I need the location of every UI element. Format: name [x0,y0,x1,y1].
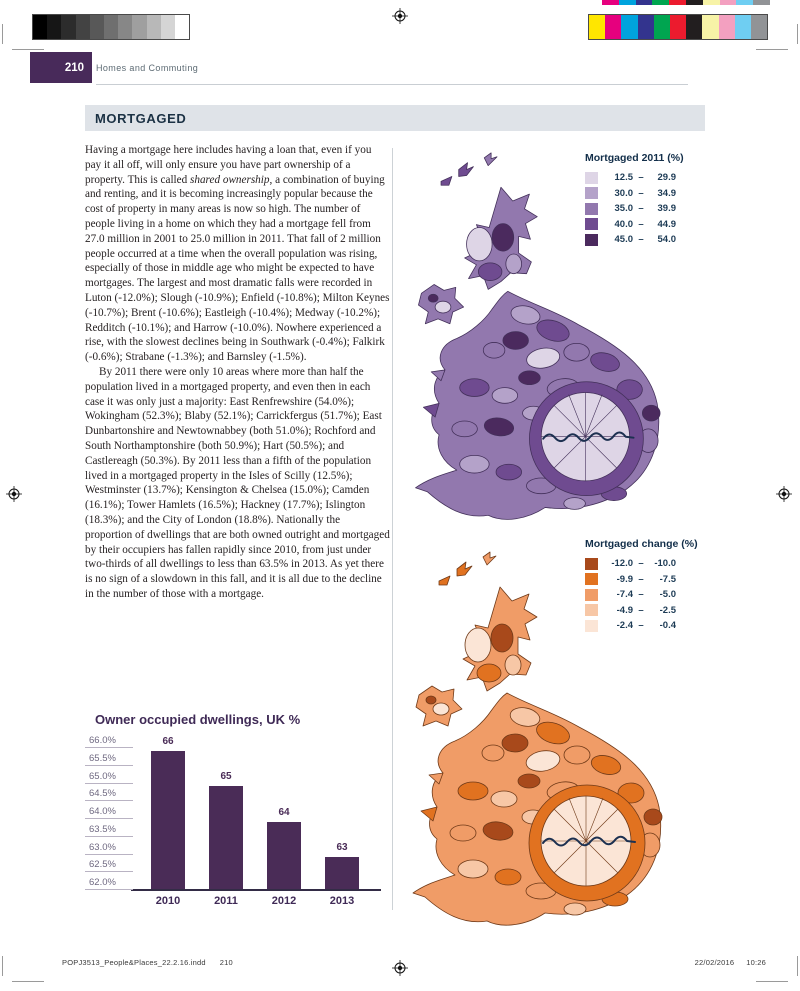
legend-swatch [585,620,598,632]
article-title: MORTGAGED [95,110,187,126]
folio-number: 210 [219,958,233,967]
y-axis-tick-label: 65.5% [85,753,133,766]
registration-mark [392,960,408,976]
swatch [702,15,718,39]
legend-mortgaged-change [585,538,735,634]
filename-text: POPJ3513_People&Places_22.2.16.indd [62,958,206,967]
imprint-filename [62,958,233,967]
italic-term: shared ownership [190,173,270,186]
y-axis-tick-label: 63.5% [85,824,133,837]
crop-mark [12,49,44,50]
swatch [652,0,669,5]
swatch [669,0,686,5]
bar-2012 [267,822,301,889]
print-time: 10:26 [746,958,766,967]
swatch [118,15,132,39]
legend-row: 40.0 – 44.9 [585,217,735,233]
header-rule [96,84,688,85]
swatch [735,15,751,39]
swatch [720,0,737,5]
y-axis-tick-label: 62.5% [85,859,133,872]
swatch [90,15,104,39]
swatch [636,0,653,5]
swatch [589,15,605,39]
legend-row: -12.0 – -10.0 [585,556,735,572]
swatch [147,15,161,39]
legend-row: -4.9 – -2.5 [585,603,735,619]
grayscale-calibration-bar [32,14,190,40]
legend-row: 30.0 – 34.9 [585,186,735,202]
article-title-band [85,105,705,131]
paragraph-text: Having a mortgage here includes having a loan that, even if you pay it all off, will only ensure you have part ownership of a property. This is called [85,144,372,186]
legend-swatch [585,558,598,570]
legend-row: 12.5 – 29.9 [585,170,735,186]
swatch [686,0,703,5]
owner-occupied-bar-chart [85,703,397,918]
swatch [47,15,61,39]
registration-mark [776,486,792,502]
bar-2011 [209,786,243,889]
swatch [76,15,90,39]
legend-row: 35.0 – 39.9 [585,201,735,217]
chart-title: Owner occupied dwellings, UK % [95,712,301,727]
legend-swatch [585,203,598,215]
swatch [670,15,686,39]
swatch [719,15,735,39]
legend-swatch [585,604,598,616]
swatch [654,15,670,39]
page-number: 210 [64,61,84,74]
swatch [605,15,621,39]
swatch [751,15,767,39]
section-title: Homes and Commuting [96,63,199,73]
legend-swatch [585,172,598,184]
swatch [736,0,753,5]
bar-value-label: 63 [336,842,348,854]
swatch [619,0,636,5]
legend-swatch [585,187,598,199]
paragraph: By 2011 there were only 10 areas where more than half the population lived in a mortgaged property, and even then in each case it was only just a majority: East Renfrewshire (54.0%); Wokingham (52.3%); Blaby (52.1%); Carrickfergus (51.7%); East Dunbartonshire and Newtownabbey (both 51.0%); Rochford and South Northamptonshire (both 50.9%); Hart (50.5%); and Castlereagh (50.3%). By 2011 less than a fifth of the population lived in a mortgaged property in the Isles of Scilly (12.5%); Westminster (13.7%); Kensington & Chelsea (15.0%); Camden (16.1%); Tower Hamlets (16.5%); Hackney (17.7%); Islington (18.3%); and the City of London (18.8%). Nationally the proportion of dwellings that are both owned outright and mortgaged by their occupiers has fallen rapidly since 2010, from just under two-thirds of all dwellings to less than 63.5% in 2013. As yet there is no sign of a slowdown in this fall, and it is all due to the decline in the number of those with a mortgage. [85,365,390,600]
top-edge-color-bar [602,0,770,5]
swatch [602,0,619,5]
y-axis-tick-label: 62.0% [85,877,133,890]
print-date: 22/02/2016 [694,958,735,967]
registration-mark [6,486,22,502]
swatch [132,15,146,39]
imprint-datetime [695,958,766,967]
legend-swatch [585,589,598,601]
crop-mark [2,24,3,44]
swatch [175,15,189,39]
swatch [638,15,654,39]
article-body [85,143,390,602]
swatch [621,15,637,39]
crop-mark [756,981,788,982]
crop-mark [756,49,788,50]
legend-swatch [585,573,598,585]
crop-mark [2,956,3,976]
swatch [686,15,702,39]
swatch [161,15,175,39]
x-axis-category-label: 2013 [329,895,355,907]
swatch [753,0,770,5]
legend-title: Mortgaged change (%) [585,538,698,550]
y-axis-tick-label: 63.0% [85,842,133,855]
page-number-box [30,52,92,83]
bar-value-label: 66 [162,735,174,747]
swatch [33,15,47,39]
bar-value-label: 64 [278,806,290,818]
legend-row: -7.4 – -5.0 [585,587,735,603]
legend-row: -2.4 – -0.4 [585,618,735,634]
x-axis-category-label: 2011 [214,895,238,907]
swatch [104,15,118,39]
x-axis-line [131,889,381,891]
legend-row: -9.9 – -7.5 [585,572,735,588]
legend-swatch [585,234,598,246]
crop-mark [12,981,44,982]
legend-row: 45.0 – 54.0 [585,232,735,248]
color-calibration-bar [588,14,768,40]
paragraph [85,143,390,365]
legend-title: Mortgaged 2011 (%) [585,152,684,164]
legend-swatch [585,218,598,230]
bar-2013 [325,857,359,889]
swatch [703,0,720,5]
y-axis-tick-label: 65.0% [85,771,133,784]
crop-mark [797,956,798,976]
y-axis-tick-label: 66.0% [85,735,133,748]
y-axis-tick-label: 64.0% [85,806,133,819]
swatch [61,15,75,39]
legend-mortgaged-2011 [585,152,735,248]
paragraph-text: , a combination of buying and renting, and it is becoming increasingly popular because the cost of property in many areas is now so high. The number of people living in a home on which they had a mortgage fell from 27.0 million in 2001 to 25.0 million in 2011. That fall of 2 million people occurred at a time when the overall population was rising, especially of those in middle age who might be expected to have mortgages. The largest and most dramatic falls were recorded in Luton (-12.0%); Slough (-10.9%); Enfield (-10.8%); Milton Keynes (-10.7%); Brent (-10.6%); Eastleigh (-10.4%); Medway (-10.2%); Redditch (-10.1%); and Harrow (-10.0%). Nowhere experienced a rise, with the slowest declines being in Southwark (-0.4%); Falkirk (-0.6%); Strabane (-1.3%); and Barnsley (-1.5%). [85,173,390,364]
y-axis-tick-label: 64.5% [85,788,133,801]
x-axis-category-label: 2012 [271,895,297,907]
crop-mark [797,24,798,44]
x-axis-category-label: 2010 [155,895,181,907]
bar-2010 [151,751,185,889]
bar-value-label: 65 [220,771,232,783]
registration-mark [392,8,408,24]
